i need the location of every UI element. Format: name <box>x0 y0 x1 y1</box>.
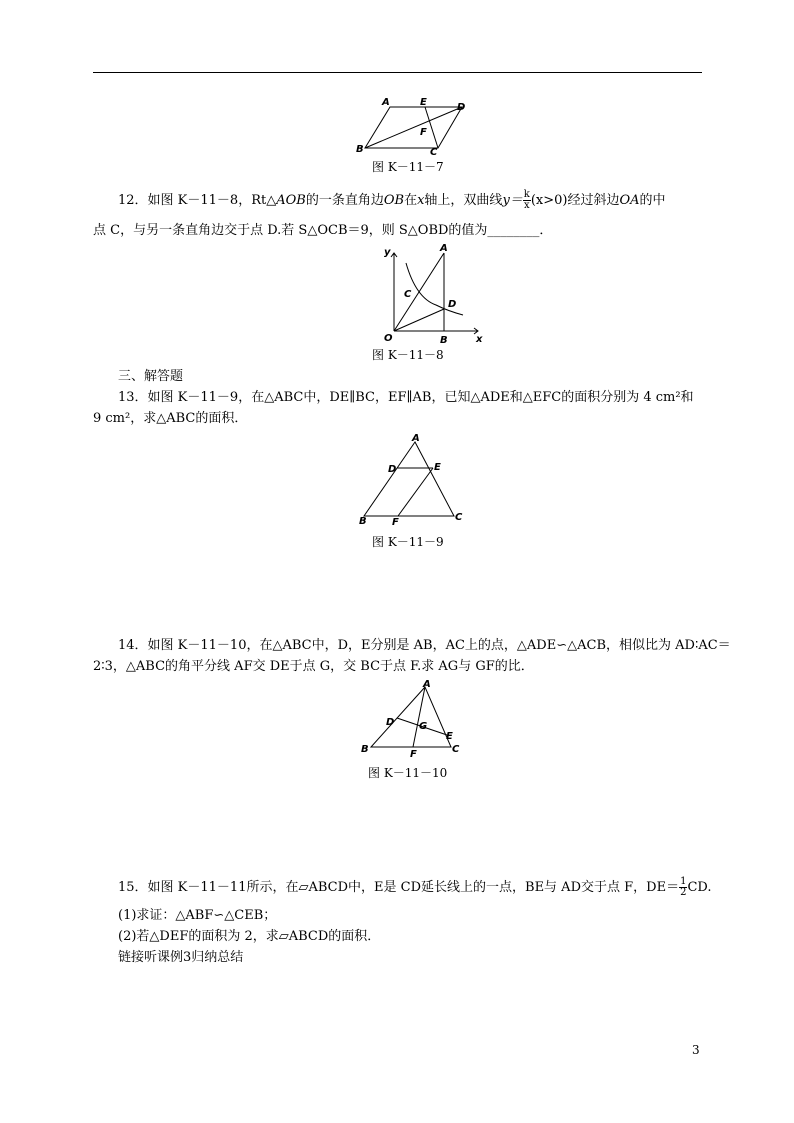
fraction-k-over-x: $\frac{k}{x}$ <box>523 189 530 211</box>
section-heading: 三、解答题 <box>118 369 184 384</box>
fig7-label-b: B <box>356 144 364 155</box>
fig10-label-b: B <box>361 744 369 755</box>
fig9-label-d: D <box>388 464 397 475</box>
question-13-line2: 9 cm²，求△ABC的面积． <box>93 411 248 426</box>
header-rule <box>93 72 702 73</box>
fig8-label-c: C <box>404 289 412 300</box>
fig8-label-y: y <box>384 247 391 258</box>
question-13-line1: 13．如图 K－11－9，在△ABC中，DE∥BC，EF∥AB，已知△ADE和△EFC的面积分别为 4 cm²和 <box>118 390 694 405</box>
question-14-line1: 14．如图 K－11－10，在△ABC中，D，E分别是 AB，AC上的点，△ADE∽△ACB，相似比为 AD∶AC＝ <box>118 638 731 653</box>
question-15-sub2: (2)若△DEF的面积为 2，求▱ABCD的面积． <box>118 929 381 944</box>
figure-k-11-10 <box>355 677 465 761</box>
page-number: 3 <box>692 1043 700 1057</box>
fig8-label-d: D <box>448 299 457 310</box>
fig10-label-e: E <box>446 731 453 742</box>
fig7-label-a: A <box>382 97 390 108</box>
fig10-label-g: G <box>419 721 428 732</box>
fig9-label-a: A <box>412 433 420 444</box>
fig9-label-b: B <box>359 516 367 527</box>
figure-k-11-7 <box>350 95 480 157</box>
figure-k-11-8 <box>378 243 488 346</box>
figure-caption: 图 K－11－8 <box>372 348 444 362</box>
fig7-label-e: E <box>420 97 427 108</box>
question-12-line2: 点 C，与另一条直角边交于点 D.若 S△OCB＝9，则 S△OBD的值为________． <box>93 223 553 238</box>
fig10-label-f: F <box>410 749 417 760</box>
question-12-line1: 12．如图 K－11－8，Rt△AOB的一条直角边OB在x轴上，双曲线y＝ $\frac{k}{x}$ (x>0)经过斜边OA的中 <box>118 189 666 211</box>
figure-caption: 图 K－11－10 <box>368 766 448 780</box>
fraction-one-half: $\frac{1}{2}$ <box>680 876 687 898</box>
figure-k-11-9 <box>352 432 472 530</box>
fig9-label-f: F <box>392 517 399 528</box>
fig10-label-a: A <box>423 679 431 690</box>
question-14-line2: 2∶3，△ABC的角平分线 AF交 DE于点 G，交 BC于点 F.求 AG与 GF的比． <box>93 659 534 674</box>
fig8-label-b: B <box>440 335 448 346</box>
fig7-label-f: F <box>420 127 427 138</box>
fig10-label-d: D <box>386 717 395 728</box>
fig8-label-o: O <box>384 333 393 344</box>
fig8-label-a: A <box>440 243 448 254</box>
question-15-line1: 15．如图 K－11－11所示，在▱ABCD中，E是 CD延长线上的一点，BE与 AD交于点 F，DE＝ $\frac{1}{2}$ CD. <box>118 876 712 898</box>
question-15-sub1: (1)求证：△ABF∽△CEB； <box>118 908 277 923</box>
fig7-label-c: C <box>430 147 438 157</box>
fig10-label-c: C <box>452 744 460 755</box>
fig9-label-e: E <box>434 462 441 473</box>
note-link: 链接听课例3归纳总结 <box>118 950 244 965</box>
figure-caption: 图 K－11－9 <box>372 535 444 549</box>
figure-caption: 图 K－11－7 <box>372 160 444 174</box>
fig9-label-c: C <box>455 512 463 523</box>
fig8-label-x: x <box>476 334 483 345</box>
fig7-label-d: D <box>457 102 466 113</box>
